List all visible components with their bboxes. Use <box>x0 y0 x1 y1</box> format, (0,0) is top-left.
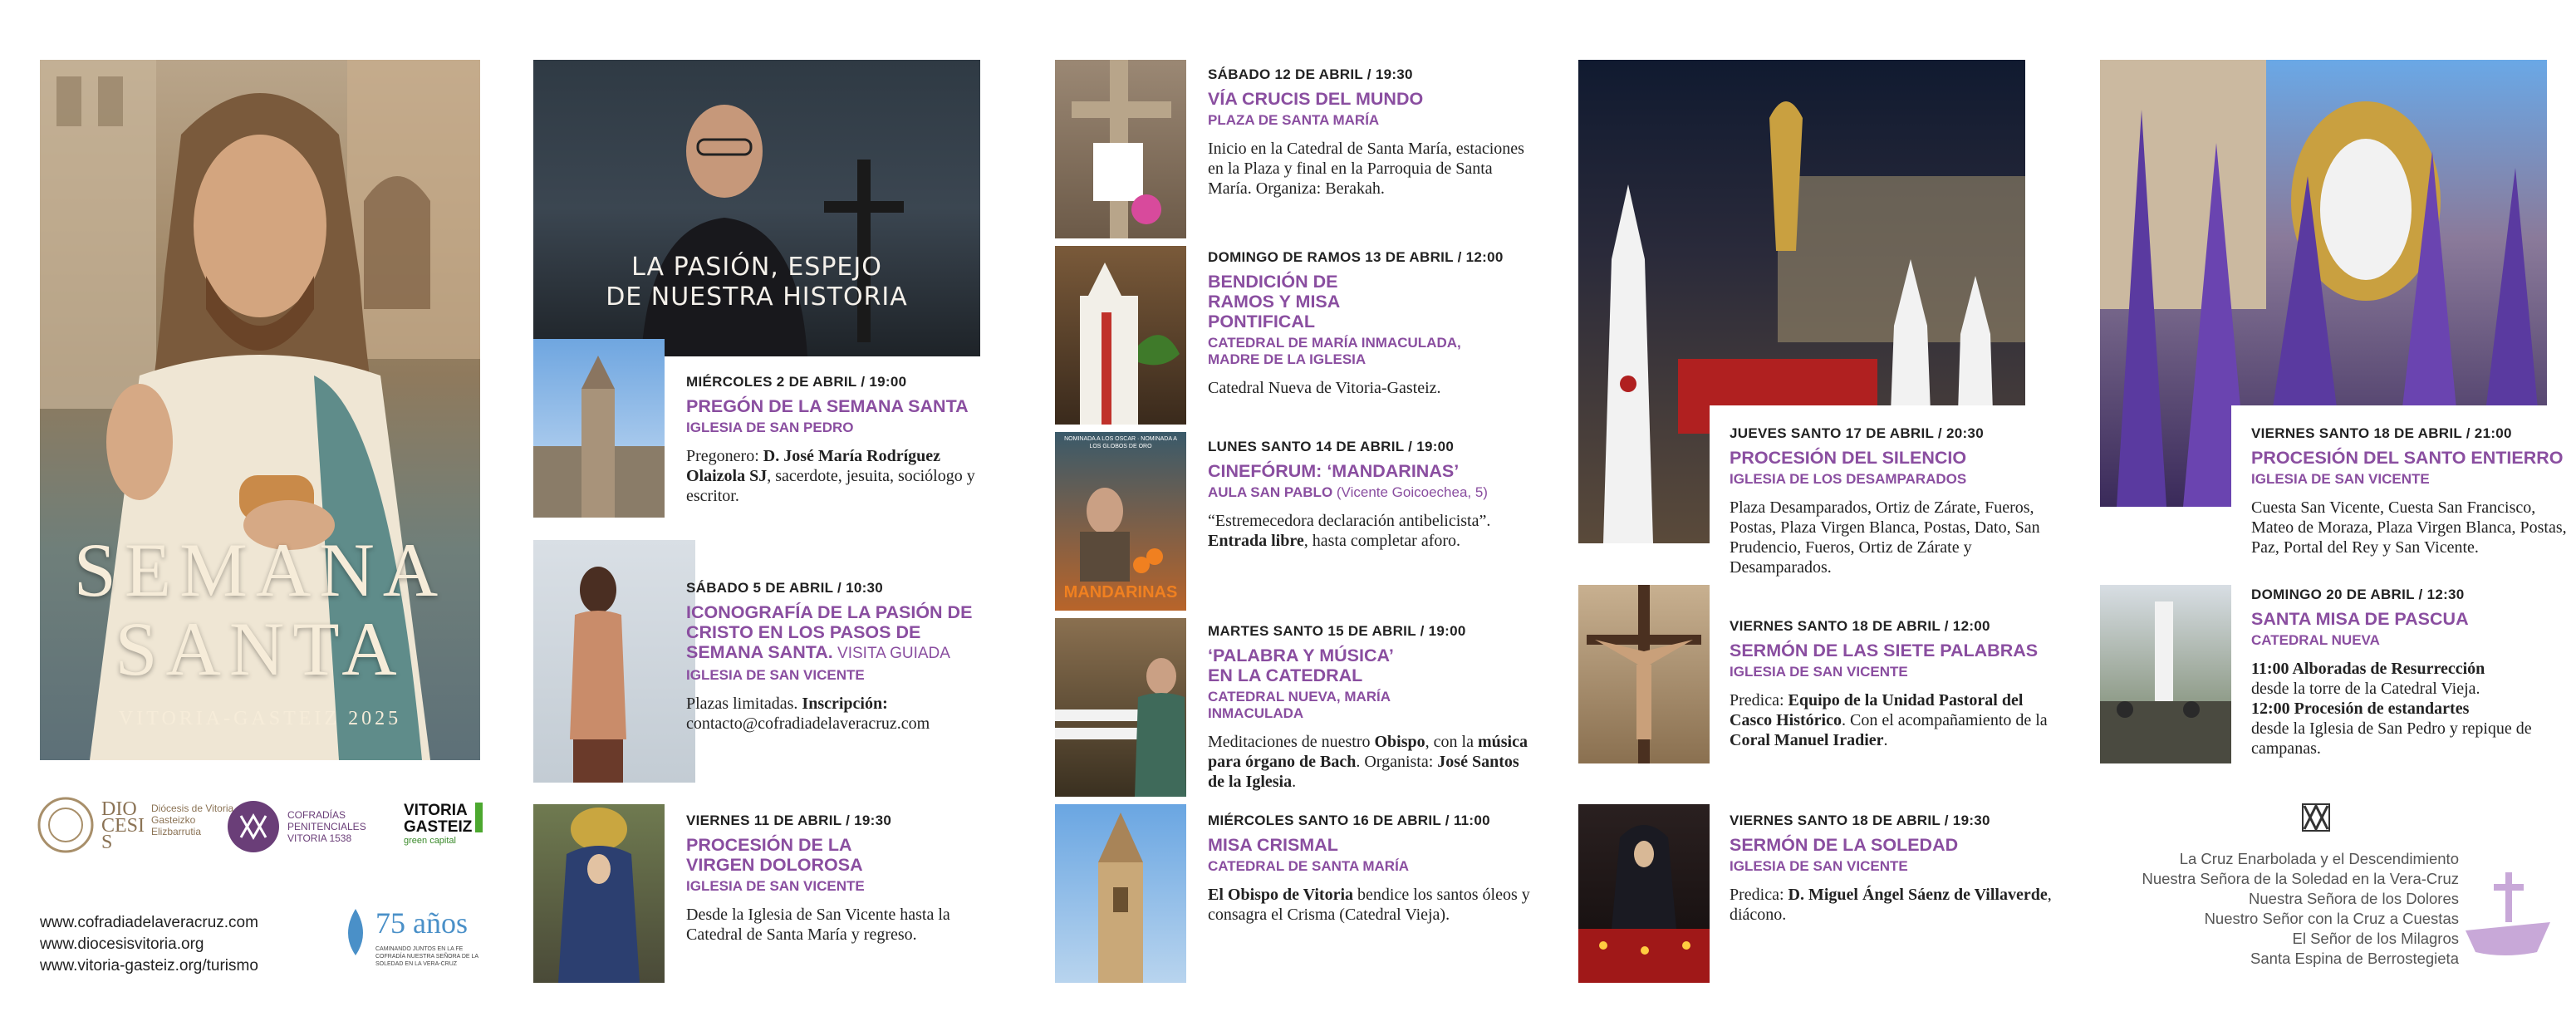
event-title: PROCESIÓN DE LA VIRGEN DOLOROSA <box>686 835 863 875</box>
anniversary-number: 75 años <box>375 906 468 940</box>
event-date: VIERNES SANTO 18 DE ABRIL / 12:00 <box>1730 618 1990 634</box>
vitoria-exclamation-icon <box>475 803 483 832</box>
event-description: Inicio en la Catedral de Santa María, estaciones en la Plaza y final en la Parroquia de Santa María. Organiza: Berakah. <box>1208 140 1524 198</box>
event-venue: CATEDRAL DE MARÍA INMACULADA, MADRE DE LA IGLESIA <box>1208 335 1461 367</box>
event-description: Meditaciones de nuestro Obispo, con la música para órgano de Bach. Organista: José Santos de la Iglesia. <box>1208 733 1528 791</box>
event-description: Pregonero: D. José María Rodríguez Olaizola SJ, sacerdote, jesuita, sociólogo y escritor. <box>686 447 975 505</box>
event-sermon-soledad <box>1730 813 2053 925</box>
banner-title-line1: LA PASIÓN, ESPEJO <box>631 253 882 282</box>
cover-subtitle: VITORIA-GASTEIZ 2025 <box>118 708 402 729</box>
diocesis-logo <box>37 796 253 856</box>
event-title: ICONOGRAFÍA DE LA PASIÓN DE CRISTO EN LOS PASOS DE SEMANA SANTA. VISITA GUIADA <box>686 602 973 662</box>
vitoria-gasteiz-logo <box>404 803 483 852</box>
cristo-crucificado-photo <box>1578 585 1710 763</box>
event-title: ‘PALABRA Y MÚSICA’ EN LA CATEDRAL <box>1208 646 1393 685</box>
diocesis-wordmark: DIOCESIS <box>101 798 145 853</box>
organ-photo <box>1055 618 1186 797</box>
vitoria-line1: VITORIA <box>404 802 468 819</box>
paso-boat-icon <box>2462 872 2554 964</box>
event-date: JUEVES SANTO 17 DE ABRIL / 20:30 <box>1730 425 1984 441</box>
event-cineforum <box>1208 439 1532 551</box>
event-date: MIÉRCOLES SANTO 16 DE ABRIL / 11:00 <box>1208 813 1490 828</box>
cover-title-line1: SEMANA <box>73 528 447 612</box>
cofradia-item: Nuestro Señor con la Cruz a Cuestas <box>2204 910 2459 927</box>
event-venue: PLAZA DE SANTA MARÍA <box>1208 112 1380 128</box>
event-pregon <box>686 374 994 506</box>
event-description: “Estremecedora declaración antibelicista”. Entrada libre, hasta completar aforo. <box>1208 512 1491 550</box>
event-description: Catedral Nueva de Vitoria-Gasteiz. <box>1208 379 1441 397</box>
event-venue: IGLESIA DE SAN VICENTE <box>2251 471 2430 487</box>
event-venue: IGLESIA DE SAN VICENTE <box>1730 664 1908 680</box>
event-palabra-musica <box>1208 623 1532 792</box>
link-turismo[interactable]: www.vitoria-gasteiz.org/turismo <box>40 957 258 975</box>
cofradia-item: El Señor de los Milagros <box>2292 930 2459 947</box>
event-ramos <box>1208 249 1532 398</box>
event-venue: CATEDRAL DE SANTA MARÍA <box>1208 858 1410 874</box>
event-venue: IGLESIA DE SAN VICENTE <box>686 878 865 894</box>
event-venue: IGLESIA DE LOS DESAMPARADOS <box>1730 471 1967 487</box>
vitoria-tag: green capital <box>404 836 456 846</box>
cofradias-text: COFRADÍAS PENITENCIALES VITORIA 1538 <box>287 809 366 844</box>
banner-title-line2: DE NUESTRA HISTORIA <box>606 282 908 312</box>
mandarinas-poster <box>1055 432 1186 611</box>
cofradias-logo <box>226 799 400 854</box>
pascua-photo <box>2100 585 2231 763</box>
event-misa-crismal <box>1208 813 1532 925</box>
cofradia-item: Nuestra Señora de los Dolores <box>2249 890 2459 907</box>
event-procesion-silencio <box>1730 425 2053 577</box>
event-description: Predica: D. Miguel Ángel Sáenz de Villaverde, diácono. <box>1730 886 2052 924</box>
event-description: El Obispo de Vitoria bendice los santos óleos y consagra el Crisma (Catedral Vieja). <box>1208 886 1530 924</box>
event-description: Plaza Desamparados, Ortiz de Zárate, Fueros, Postas, Plaza Virgen Blanca, Postas, Dato, San Prudencio, Fueros, Ortiz de Zárate y Desamparados. <box>1730 498 2040 577</box>
event-title: VÍA CRUCIS DEL MUNDO <box>1208 89 1424 109</box>
event-description: Cuesta San Vicente, Cuesta San Francisco, Mateo de Moraza, Plaza Virgen Blanca, Postas, Paz, Portal del Rey y San Vicente. <box>2251 498 2567 557</box>
catedral-santa-maria-photo <box>1055 804 1186 983</box>
event-title: BENDICIÓN DE RAMOS Y MISA PONTIFICAL <box>1208 272 1340 331</box>
virgen-dolorosa-photo <box>533 804 665 983</box>
event-siete-palabras <box>1730 618 2053 750</box>
cofradia-x-icon <box>2299 801 2333 834</box>
event-virgen-dolorosa <box>686 813 994 945</box>
event-description: Desde la Iglesia de San Vicente hasta la Catedral de Santa María y regreso. <box>686 906 950 944</box>
event-venue: CATEDRAL NUEVA, MARÍA INMACULADA <box>1208 689 1391 721</box>
event-title: SERMÓN DE LA SOLEDAD <box>1730 835 1959 855</box>
ramos-photo <box>1055 246 1186 425</box>
event-date: MARTES SANTO 15 DE ABRIL / 19:00 <box>1208 623 1466 639</box>
event-venue: IGLESIA DE SAN PEDRO <box>686 420 854 435</box>
event-title: PROCESIÓN DEL SANTO ENTIERRO <box>2251 448 2564 468</box>
event-date: DOMINGO 20 DE ABRIL / 12:30 <box>2251 587 2465 602</box>
event-date: VIERNES 11 DE ABRIL / 19:30 <box>686 813 892 828</box>
event-date: MIÉRCOLES 2 DE ABRIL / 19:00 <box>686 374 907 390</box>
vitoria-line2: GASTEIZ <box>404 818 473 836</box>
poster-title: MANDARINAS <box>1063 583 1178 601</box>
banner-photo <box>533 60 980 356</box>
event-misa-pascua <box>2251 587 2567 759</box>
anniversary-text: CAMINANDO JUNTOS EN LA FE COFRADÍA NUESTRA SEÑORA DE LA SOLEDAD EN LA VERA-CRUZ <box>375 946 478 967</box>
poster-top-text: NOMINADA A LOS OSCAR · NOMINADA A LOS GLOBOS DE ORO <box>1064 436 1177 449</box>
event-date: VIERNES SANTO 18 DE ABRIL / 21:00 <box>2251 425 2512 441</box>
san-pedro-photo <box>533 339 665 518</box>
cofradias-list <box>2093 849 2459 969</box>
diocesis-text: Diócesis de Vitoria Gasteizko Elizbarrutia <box>151 803 234 837</box>
event-venue: IGLESIA DE SAN VICENTE <box>686 667 865 683</box>
event-via-crucis <box>1208 66 1532 199</box>
event-date: DOMINGO DE RAMOS 13 DE ABRIL / 12:00 <box>1208 249 1504 265</box>
cofradia-item: La Cruz Enarbolada y el Descendimiento <box>2179 850 2459 867</box>
event-venue: AULA SAN PABLO (Vicente Goicoechea, 5) <box>1208 484 1488 500</box>
event-date: SÁBADO 12 DE ABRIL / 19:30 <box>1208 66 1413 82</box>
cofradia-item: Nuestra Señora de la Soledad en la Vera-Cruz <box>2142 870 2459 887</box>
event-venue: CATEDRAL NUEVA <box>2251 632 2380 648</box>
event-description: 11:00 Alboradas de Resurrección desde la torre de la Catedral Vieja. 12:00 Procesión de estandartes desde la Iglesia de San Pedro y repique de campanas. <box>2251 660 2532 758</box>
event-title: SERMÓN DE LAS SIETE PALABRAS <box>1730 641 2039 660</box>
cover-title-line2: SANTA <box>115 606 405 691</box>
event-venue: IGLESIA DE SAN VICENTE <box>1730 858 1908 874</box>
event-description: Plazas limitadas. Inscripción: contacto@cofradiadelaveracruz.com <box>686 695 930 733</box>
cofradia-item: Santa Espina de Berrostegieta <box>2250 950 2459 967</box>
event-title: SANTA MISA DE PASCUA <box>2251 609 2469 629</box>
anniversary-logo <box>339 906 485 979</box>
event-title: PREGÓN DE LA SEMANA SANTA <box>686 396 969 416</box>
event-iconografia <box>686 580 994 734</box>
event-date: VIERNES SANTO 18 DE ABRIL / 19:30 <box>1730 813 1990 828</box>
event-description: Predica: Equipo de la Unidad Pastoral del Casco Histórico. Con el acompañamiento de la Coral Manuel Iradier. <box>1730 691 2048 749</box>
event-date: SÁBADO 5 DE ABRIL / 10:30 <box>686 580 884 596</box>
links-list <box>40 912 258 977</box>
virgen-soledad-photo <box>1578 804 1710 983</box>
via-crucis-photo <box>1055 60 1186 238</box>
link-cofradia[interactable]: www.cofradiadelaveracruz.com <box>40 914 258 931</box>
event-date: LUNES SANTO 14 DE ABRIL / 19:00 <box>1208 439 1455 454</box>
event-title: MISA CRISMAL <box>1208 835 1338 855</box>
event-santo-entierro <box>2251 425 2567 557</box>
link-diocesis[interactable]: www.diocesisvitoria.org <box>40 935 204 953</box>
cristo-sculpture-photo <box>533 540 695 783</box>
event-title: CINEFÓRUM: ‘MANDARINAS’ <box>1208 461 1460 481</box>
event-title: PROCESIÓN DEL SILENCIO <box>1730 448 1967 468</box>
